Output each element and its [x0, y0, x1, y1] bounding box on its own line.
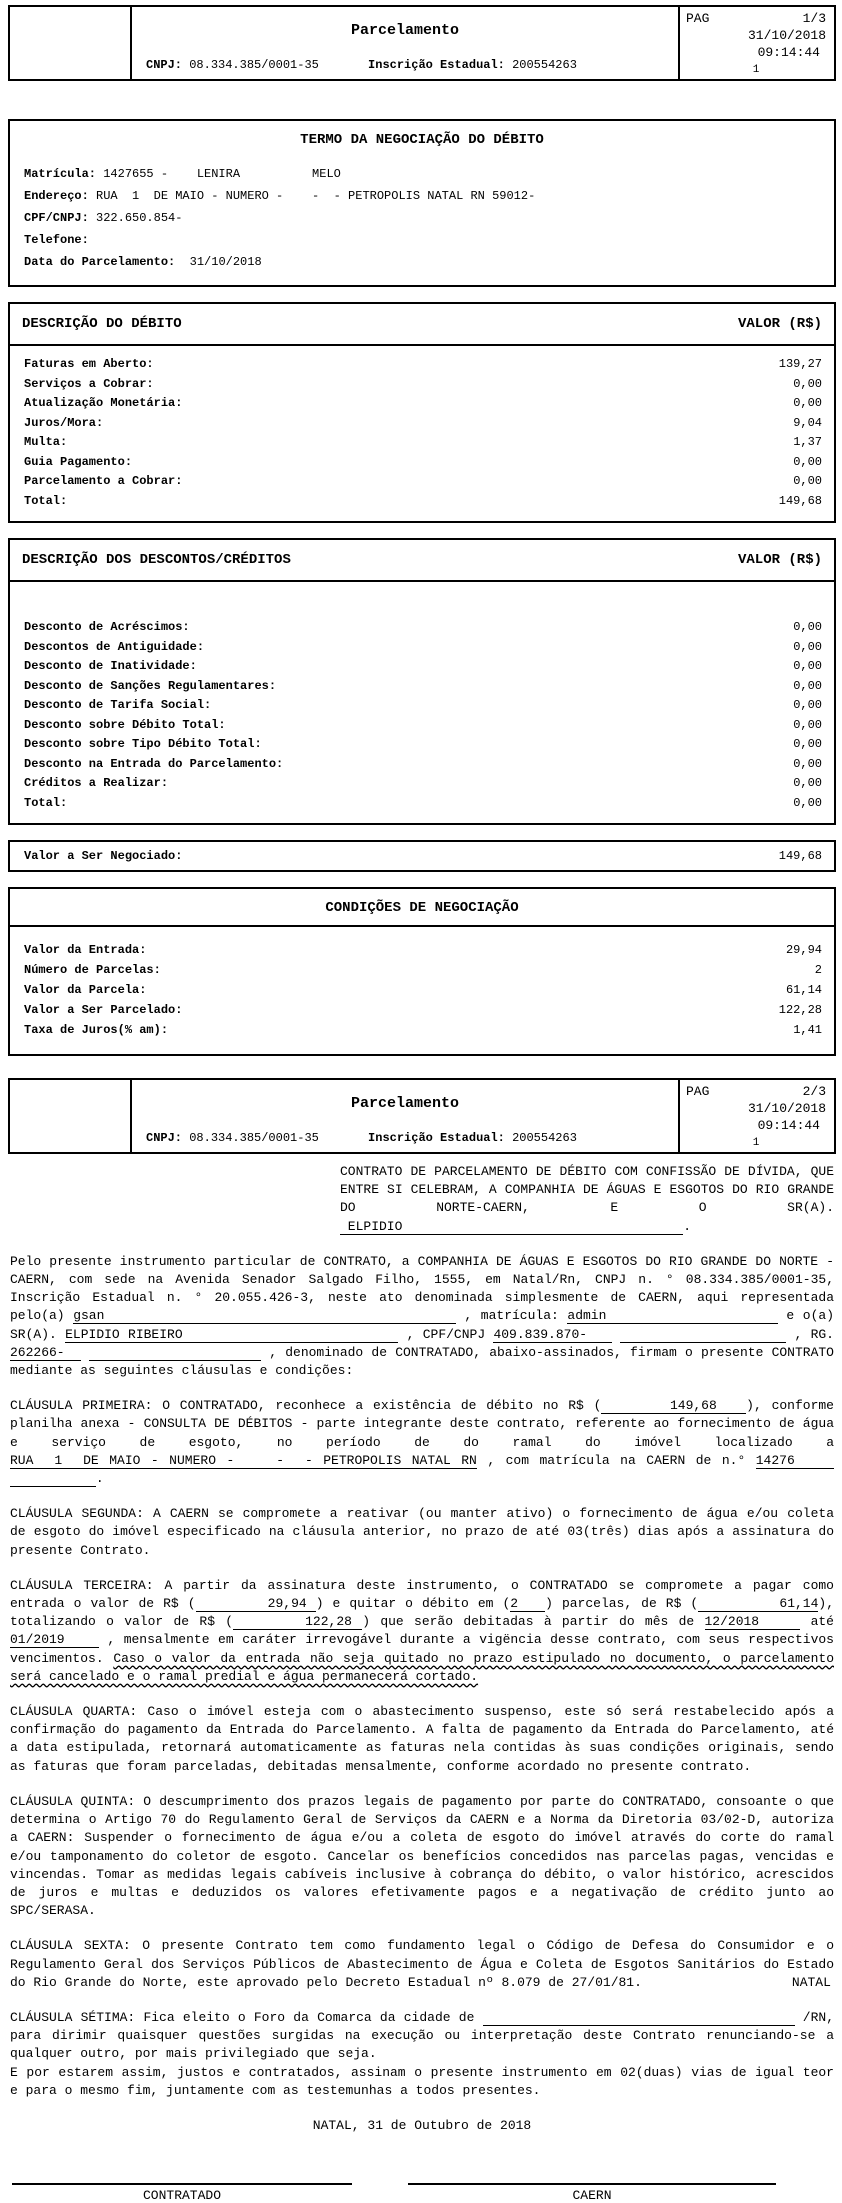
table-row: [10, 492, 834, 512]
row-value: 29,94: [785, 943, 822, 957]
header-page-number: 1: [752, 64, 760, 76]
cnpj-value: 08.334.385/0001-35: [189, 1131, 319, 1145]
clausula-quarta: [10, 1703, 834, 1776]
row-value: 122,28: [778, 1003, 822, 1017]
row-label: Atualização Monetária:: [24, 396, 183, 410]
text-segment: CLÁUSULA QUARTA: Caso o imóvel esteja com o abastecimento suspenso, este só será restabelecido após a confirmação do pagamento da Entrada do Parcelamento. A falta de pagamento da Entrada do Parcelamento, até a data estipulada, retornará automaticamente as faturas nela contidas às suas condições originais, sendo as faturas que foram parceladas, debitadas mensalmente, conforme acordado no presente contrato.: [10, 1704, 834, 1774]
clausula-setima: [10, 2009, 834, 2064]
table-row: [10, 1000, 834, 1020]
condicoes-title: CONDIÇÕES DE NEGOCIAÇÃO: [10, 889, 834, 927]
filled-blank: 262266-: [10, 1344, 81, 1360]
row-value: 0,00: [793, 678, 822, 693]
row-value: 0,00: [793, 698, 822, 712]
text-segment: E por estarem assim, justos e contratados, assinam o presente instrumento em 02(duas) vias de igual teor e para o mesmo fim, juntamente com as testemunhas a todos presentes.: [10, 2064, 834, 2098]
table-row: [10, 677, 834, 697]
filled-blank: [89, 1345, 261, 1361]
row-value: 9,04: [793, 415, 822, 430]
row-value: 0,00: [793, 659, 822, 673]
row-value: 0,00: [793, 756, 822, 771]
signature-contratado: [12, 2183, 352, 2203]
row-value: 2: [814, 963, 822, 977]
valor-negociado-label: Valor a Ser Negociado:: [24, 849, 183, 863]
filled-blank: 29,94: [195, 1596, 316, 1612]
text-segment: CLÁUSULA SEXTA: O presente Contrato tem como fundamento legal o Código de Defesa do Consumidor e o Regulamento Geral dos Serviços Públicos de Abastecimento de Água e Coleta de Esgotos Sanitários do Estado do Rio Grande do Norte, este aprovado pelo Decreto Estadual nº 8.079 de 27/01/81.: [10, 1938, 834, 1990]
row-label: Total:: [24, 795, 68, 810]
text-segment: .: [683, 1218, 692, 1234]
ie-value: 200554263: [512, 1131, 577, 1145]
row-label: Desconto sobre Tipo Débito Total:: [24, 737, 262, 751]
logo-box: [10, 7, 132, 79]
filled-blank: 122,28: [233, 1614, 363, 1630]
termo-negociacao-box: [8, 119, 836, 287]
table-row: [10, 657, 834, 677]
filled-blank: ELPIDIO RIBEIRO: [65, 1326, 399, 1342]
termo-fields: [10, 157, 834, 285]
row-label: Serviços a Cobrar:: [24, 376, 154, 391]
row-value: 0,00: [793, 795, 822, 810]
row-value: 0,00: [793, 620, 822, 634]
filled-blank: 14276: [755, 1452, 834, 1468]
text-segment: [612, 1327, 620, 1342]
field-label: Data do Parcelamento:: [24, 255, 176, 269]
text-segment: CLÁUSULA SEGUNDA: A CAERN se compromete a reativar (ou manter ativo) o fornecimento de água e/ou coleta de esgoto do imóvel especificado na cláusula anterior, no prazo de até 03(três) dias após a assinatura do presente Contrato.: [10, 1506, 834, 1558]
row-value: 1,37: [793, 435, 822, 449]
pag-label: PAG: [686, 1084, 710, 1099]
filled-blank: admin: [567, 1308, 778, 1324]
row-label: Valor da Parcela:: [24, 983, 147, 997]
header-center: [132, 1080, 678, 1152]
row-label: Desconto na Entrada do Parcelamento:: [24, 756, 284, 771]
condicoes-box: [8, 887, 836, 1056]
ie-value: 200554263: [512, 58, 577, 72]
ie-label: Inscrição Estadual:: [368, 1131, 505, 1145]
filled-blank: 409.839.870-: [493, 1326, 612, 1342]
debito-header: [10, 304, 834, 346]
field-row: [24, 185, 834, 207]
field-label: CPF/CNPJ:: [24, 211, 89, 225]
pag-value: 2/3: [802, 1084, 826, 1099]
filled-blank: RUA 1 DE MAIO - NUMERO - - - PETROPOLIS NATAL RN: [10, 1452, 477, 1468]
valor-negociado-value: 149,68: [778, 849, 822, 863]
text-segment: , com matrícula na CAERN de n.°: [476, 1452, 756, 1468]
signature-label-caern: CAERN: [572, 2188, 612, 2203]
field-value: 1427655 - LENIRA MELO: [96, 167, 341, 181]
text-segment: ) e quitar o débito em (: [315, 1596, 511, 1612]
text-segment: CLÁUSULA PRIMEIRA: O CONTRATADO, reconhece a existência de débito no R$ (: [10, 1398, 602, 1414]
document-title: Parcelamento: [350, 1095, 460, 1112]
row-label: Número de Parcelas:: [24, 963, 161, 977]
logo-box: [10, 1080, 132, 1152]
row-label: Descontos de Antiguidade:: [24, 639, 205, 654]
filled-blank: [10, 1471, 96, 1487]
preamble: [10, 1253, 834, 1380]
table-row: [10, 735, 834, 755]
table-row: [10, 716, 834, 736]
field-value: 322.650.854-: [88, 211, 183, 225]
filled-blank: [620, 1327, 786, 1343]
text-segment: ), totalizando o valor de R$ (: [10, 1596, 835, 1630]
filled-blank: ELPIDIO: [340, 1218, 684, 1234]
row-value: 149,68: [778, 493, 822, 508]
page-indicator: [686, 10, 826, 27]
signature-label-contratado: CONTRATADO: [142, 2188, 221, 2203]
filled-blank: 2: [510, 1596, 546, 1612]
pag-label: PAG: [686, 11, 710, 26]
text-segment: ), conforme planilha anexa - CONSULTA DE DÉBITOS - parte integrante deste contrato, referente ao fornecimento de água e serviço de esgoto, no período de do ramal do imóvel localizado a: [10, 1398, 834, 1450]
filled-blank: 01/2019: [10, 1632, 99, 1648]
underlined-emphasis: Caso o valor da entrada não seja quitado no prazo estipulado no documento, o parcelamento será cancelado e o ramal predial e água permanecerá cortado.: [10, 1650, 834, 1684]
header-time: 09:14:44: [757, 45, 820, 60]
date-line: [10, 2117, 834, 2135]
text-segment: [81, 1345, 89, 1360]
table-row: [10, 980, 834, 1000]
header-page-info: [678, 7, 834, 79]
row-value: 0,00: [793, 639, 822, 654]
filled-blank: [483, 2010, 795, 2026]
table-row: [10, 794, 834, 814]
header-date: 31/10/2018: [747, 1101, 826, 1116]
text-segment: , mensalmente em caráter irrevogável durante a vigëncia desse contrato, com seus respectivos vencimentos.: [10, 1632, 834, 1666]
pag-value: 1/3: [802, 11, 826, 26]
text-segment: ) parcelas, de R$ (: [545, 1596, 699, 1612]
text-segment: ) que serão debitadas à partir do mês de: [362, 1614, 705, 1630]
text-segment: CLÁUSULA QUINTA: O descumprimento dos prazos legais de pagamento por parte do CONTRATADO, consoante o que determina o Artigo 70 do Regulamento Geral de Serviços da CAERN e a Norma da Diretoria 03/02-D, autoriza a CAERN: Suspender o fornecimento de água e/ou a coleta de esgoto do imóvel através do corte do ramal e/ou tamponamento do coletor de esgoto. Cancelar os benefícios concedidos nas parcelas pagas, vencidas e vincendas. Tomar as medidas legais cabíveis inclusive à cobrança do débito, o valor histórico, acrescidos de juros e multas e deduzidos os valores efetivamente pagos e a negativação de crédito junto ao SPC/SERASA.: [10, 1793, 834, 1919]
row-label: Valor da Entrada:: [24, 943, 147, 957]
descontos-table: [8, 538, 836, 825]
table-row: [10, 453, 834, 473]
text-segment: e o(a) SR(A).: [10, 1308, 834, 1342]
table-row: [10, 755, 834, 775]
field-value: 31/10/2018: [175, 255, 262, 269]
descontos-header: [10, 540, 834, 582]
clausula-quinta: [10, 1793, 834, 1920]
table-row: [10, 355, 834, 375]
table-row: [10, 638, 834, 658]
debito-title: DESCRIÇÃO DO DÉBITO: [22, 316, 182, 332]
field-row: [24, 251, 834, 273]
text-segment: , matrícula:: [455, 1308, 568, 1324]
row-value: 0,00: [793, 376, 822, 391]
page-header-1: [8, 5, 836, 81]
text-segment: CONTRATO DE PARCELAMENTO DE DÉBITO COM CONFISSÃO DE DÍVIDA, QUE ENTRE SI CELEBRAM, A COMPANHIA DE ÁGUAS E ESGOTOS DO RIO GRANDE DO NORTE-CAERN, E O SR(A).: [340, 1164, 834, 1216]
cnpj-value: 08.334.385/0001-35: [189, 58, 319, 72]
table-row: [10, 960, 834, 980]
document-title: Parcelamento: [350, 22, 460, 39]
row-label: Desconto de Acréscimos:: [24, 620, 190, 634]
clausula-segunda: [10, 1505, 834, 1560]
row-value: 0,00: [793, 717, 822, 732]
descontos-value-header: VALOR (R$): [737, 552, 822, 568]
valor-negociado-row: [10, 842, 834, 870]
table-row: [10, 394, 834, 414]
row-value: 0,00: [793, 474, 822, 488]
header-page-number: 1: [752, 1137, 760, 1149]
text-segment: , denominado de CONTRATADO, abaixo-assinados, firmam o presente CONTRATO mediante as seguintes cláusulas e condições:: [10, 1344, 834, 1379]
text-segment: .: [95, 1471, 104, 1487]
filled-blank: 12/2018: [704, 1614, 801, 1630]
field-value: RUA 1 DE MAIO - NUMERO - - - PETROPOLIS NATAL RN 59012-: [88, 189, 536, 203]
header-center: [132, 7, 678, 79]
table-row: [10, 774, 834, 794]
signature-line: [12, 2183, 352, 2185]
termo-title: TERMO DA NEGOCIAÇÃO DO DÉBITO: [300, 132, 544, 148]
cnpj-label: CNPJ:: [146, 1131, 183, 1145]
text-segment: Pelo presente instrumento particular de CONTRATO, a COMPANHIA DE ÁGUAS E ESGOTOS DO RIO GRANDE DO NORTE - CAERN, com sede na Avenida Senador Salgado Filho, 1555, em Natal/Rn, CNPJ n. ° 08.334.385/0001-35, Inscrição Estadual n. ° 20.055.426-3, neste ato denominada simplesmente de CAERN, aqui representada pelo(a): [10, 1253, 834, 1324]
cnpj-label: CNPJ:: [146, 58, 183, 72]
header-page-info: [678, 1080, 834, 1152]
page-header-2: [8, 1078, 836, 1154]
debito-rows: [10, 346, 834, 521]
row-label: Multa:: [24, 435, 68, 449]
text-segment: NATAL: [791, 1974, 831, 1990]
row-label: Juros/Mora:: [24, 415, 104, 430]
debito-value-header: VALOR (R$): [737, 316, 822, 332]
row-label: Faturas em Aberto:: [24, 357, 154, 371]
table-row: [10, 696, 834, 716]
row-label: Parcelamento a Cobrar:: [24, 474, 183, 488]
row-value: 0,00: [793, 454, 822, 469]
contract-heading: [340, 1163, 834, 1236]
field-label: Telefone:: [24, 233, 89, 247]
field-label: Endereço:: [24, 189, 89, 203]
row-value: 0,00: [793, 737, 822, 751]
row-value: 61,14: [785, 983, 822, 997]
row-label: Desconto de Sanções Regulamentares:: [24, 678, 277, 693]
row-value: 1,41: [793, 1023, 822, 1037]
table-row: [10, 414, 834, 434]
ie-label: Inscrição Estadual:: [368, 58, 505, 72]
row-label: Taxa de Juros(% am):: [24, 1023, 169, 1037]
table-row: [10, 472, 834, 492]
row-label: Desconto de Tarifa Social:: [24, 698, 212, 712]
field-label: Matrícula:: [24, 167, 97, 181]
table-row: [10, 375, 834, 395]
row-value: 0,00: [793, 776, 822, 790]
valor-negociado-box: [8, 840, 836, 872]
field-row: [24, 229, 834, 251]
signature-caern: [408, 2183, 776, 2203]
descontos-rows: [10, 582, 834, 823]
row-label: Desconto de Inatividade:: [24, 659, 197, 673]
clausula-primeira: [10, 1397, 834, 1488]
spacer: [642, 1985, 792, 1986]
text-segment: NATAL, 31 de Outubro de 2018: [312, 2117, 532, 2133]
header-cnpj-line: [132, 58, 678, 72]
row-label: Valor a Ser Parcelado:: [24, 1003, 183, 1017]
page-indicator: [686, 1083, 826, 1100]
row-label: Total:: [24, 493, 68, 508]
debito-table: [8, 302, 836, 523]
table-row: [10, 433, 834, 453]
header-time: 09:14:44: [757, 1118, 820, 1133]
text-segment: , RG.: [786, 1326, 834, 1342]
clausula-sexta: [10, 1937, 834, 1992]
signature-block: [8, 2183, 836, 2203]
field-row: [24, 207, 834, 229]
filled-blank: 149,68: [601, 1398, 747, 1414]
table-row: [10, 1020, 834, 1040]
condicoes-rows: [10, 927, 834, 1054]
closing-statement: [10, 2064, 834, 2100]
header-cnpj-line: [132, 1131, 678, 1145]
text-segment: , CPF/CNPJ: [398, 1326, 494, 1342]
row-label: Guia Pagamento:: [24, 454, 133, 469]
text-segment: CLÁUSULA TERCEIRA: A partir da assinatura deste instrumento, o CONTRATADO se compromete a pagar como entrada o valor de R$ (: [10, 1577, 834, 1612]
table-row: [10, 940, 834, 960]
table-row: [10, 618, 834, 638]
clausula-terceira: [10, 1577, 834, 1686]
text-segment: até: [800, 1614, 834, 1630]
row-value: 139,27: [778, 357, 822, 371]
header-date: 31/10/2018: [747, 28, 826, 43]
field-row: [24, 163, 834, 185]
row-label: Desconto sobre Débito Total:: [24, 717, 226, 732]
text-segment: CLÁUSULA SÉTIMA: Fica eleito o Foro da Comarca da cidade de: [10, 2009, 483, 2025]
descontos-title: DESCRIÇÃO DOS DESCONTOS/CRÉDITOS: [22, 552, 291, 568]
row-label: Créditos a Realizar:: [24, 776, 169, 790]
contract-body: [8, 1163, 836, 2135]
filled-blank: 61,14: [698, 1596, 819, 1612]
text-segment: /RN, para dirimir quaisquer questões surgidas na execução ou interpretação deste Contrato renunciando-se a qualquer outro, por mais privilegiado que seja.: [10, 2009, 834, 2062]
filled-blank: gsan: [73, 1308, 456, 1324]
signature-line: [408, 2183, 776, 2185]
row-value: 0,00: [793, 396, 822, 410]
